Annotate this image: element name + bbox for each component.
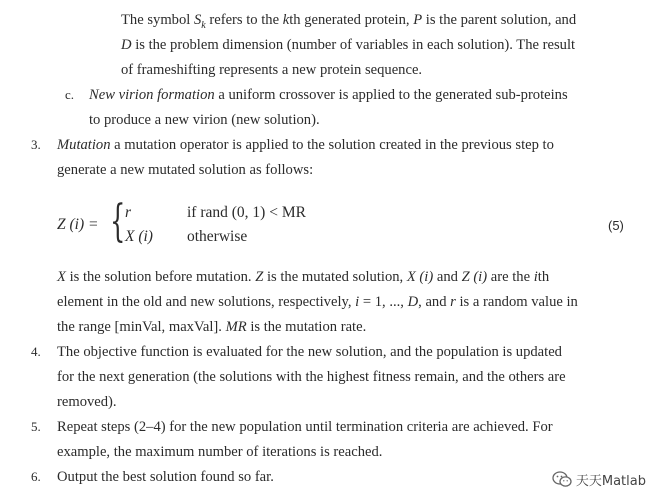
para-line: D is the problem dimension (number of variables in each solution). The result — [121, 37, 576, 53]
list-item-line: to produce a new virion (new solution). — [89, 112, 320, 128]
para-line: The symbol $S_k$ refers to the kth generated protein, P is the parent solution, and — [121, 12, 577, 31]
item-title: Mutation — [57, 137, 111, 153]
list-marker: 6. — [31, 469, 41, 484]
list-item-line: generate a new mutated solution as follows: — [57, 162, 314, 178]
list-marker: 4. — [31, 344, 41, 359]
equation-case1-condition: if rand (0, 1) < MR — [187, 204, 306, 221]
list-item-line: Mutation a mutation operator is applied to the solution created in the previous step to — [57, 137, 554, 153]
symbol-subscript: k — [201, 19, 206, 31]
equation-case2-value: X (i) — [125, 228, 153, 245]
watermark — [552, 470, 646, 489]
equation-lhs: Z (i) = — [57, 216, 99, 233]
equation-case2-condition: otherwise — [187, 228, 248, 245]
list-item-line: for the next generation (the solutions with the highest fitness remain, and the others are — [57, 369, 566, 385]
para-line: element in the old and new solutions, respectively, i = 1, ..., D, and r is a random value in — [57, 294, 578, 310]
symbol-S: S — [193, 12, 202, 28]
para-line: the range [minVal, maxVal]. MR is the mutation rate. — [57, 319, 367, 335]
list-marker: c. — [65, 87, 75, 102]
wechat-icon — [552, 471, 572, 488]
para-line: X is the solution before mutation. Z is the mutated solution, X (i) and Z (i) are the ith — [57, 269, 550, 285]
item-title: New virion formation — [89, 87, 215, 103]
para-line: of frameshifting represents a new protein sequence. — [121, 62, 423, 78]
brace-icon: { — [110, 196, 126, 247]
list-item-line: Output the best solution found so far. — [57, 469, 274, 485]
equation-case1-value: r — [125, 204, 132, 221]
equation-number: (5) — [608, 218, 624, 233]
watermark-text: 天天Matlab — [575, 474, 646, 489]
list-item-line: New virion formation a uniform crossover is applied to the generated sub-proteins — [89, 87, 568, 103]
list-item-line: example, the maximum number of iterations is reached. — [57, 444, 383, 460]
list-item-line: Repeat steps (2–4) for the new population until termination criteria are achieved. For — [57, 419, 553, 435]
list-marker: 5. — [31, 419, 41, 434]
list-marker: 3. — [31, 137, 41, 152]
list-item-line: removed). — [57, 394, 117, 410]
list-item-line: The objective function is evaluated for the new solution, and the population is updated — [57, 344, 562, 360]
